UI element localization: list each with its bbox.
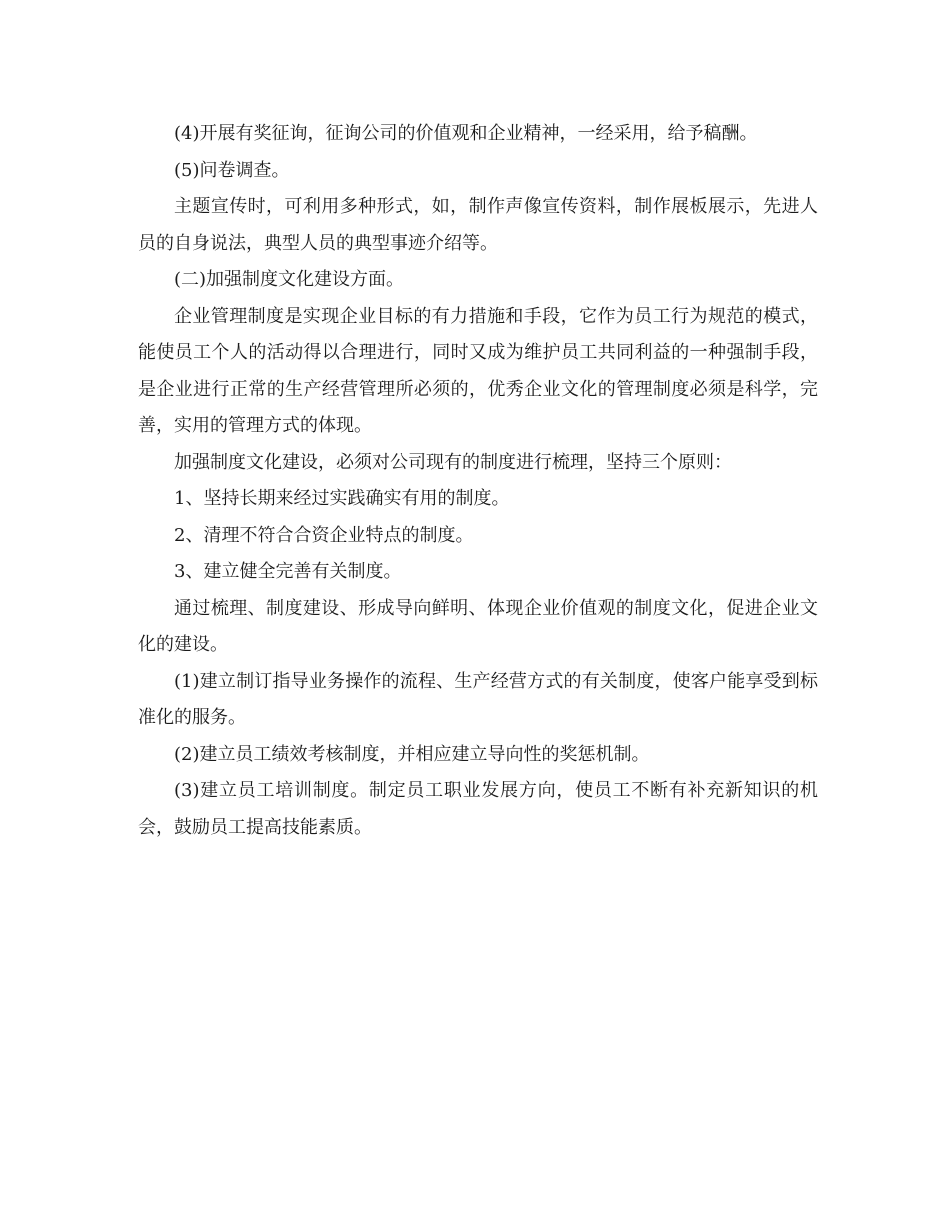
paragraph-system-culture: 通过梳理、制度建设、形成导向鲜明、体现企业价值观的制度文化，促进企业文化的建设。 [138,597,818,655]
section-heading-institutional-culture: (二)加强制度文化建设方面。 [174,269,405,290]
document-body [138,116,818,846]
measure-item-2: (2)建立员工绩效考核制度，并相应建立导向性的奖惩机制。 [174,743,650,765]
paragraph-questionnaire: (5)问卷调查。 [174,159,290,181]
measure-item-1: (1)建立制订指导业务操作的流程、生产经营方式的有关制度，使客户能享受到标准化的服务。 [138,670,818,728]
paragraph-three-principles: 加强制度文化建设，必须对公司现有的制度进行梳理，坚持三个原则： [174,451,732,473]
principle-item-3: 3、建立健全完善有关制度。 [174,561,402,582]
principle-item-1: 1、坚持长期来经过实践确实有用的制度。 [174,488,510,509]
paragraph-theme-publicity: 主题宣传时，可利用多种形式，如，制作声像宣传资料，制作展板展示，先进人员的自身说法，典型人员的典型事迹介绍等。 [138,196,818,254]
measure-item-3: (3)建立员工培训制度。制定员工职业发展方向，使员工不断有补充新知识的机会，鼓励员工提高技能素质。 [138,780,818,838]
paragraph-management-system: 企业管理制度是实现企业目标的有力措施和手段，它作为员工行为规范的模式，能使员工个人的活动得以合理进行，同时又成为维护员工共同利益的一种强制手段，是企业进行正常的生产经营管理所必须的，优秀企业文化的管理制度必须是科学，完善，实用的管理方式的体现。 [138,305,818,436]
paragraph-reward-solicitation: (4)开展有奖征询，征询公司的价值观和企业精神，一经采用，给予稿酬。 [174,123,758,144]
principle-item-2: 2、清理不符合合资企业特点的制度。 [174,524,474,546]
